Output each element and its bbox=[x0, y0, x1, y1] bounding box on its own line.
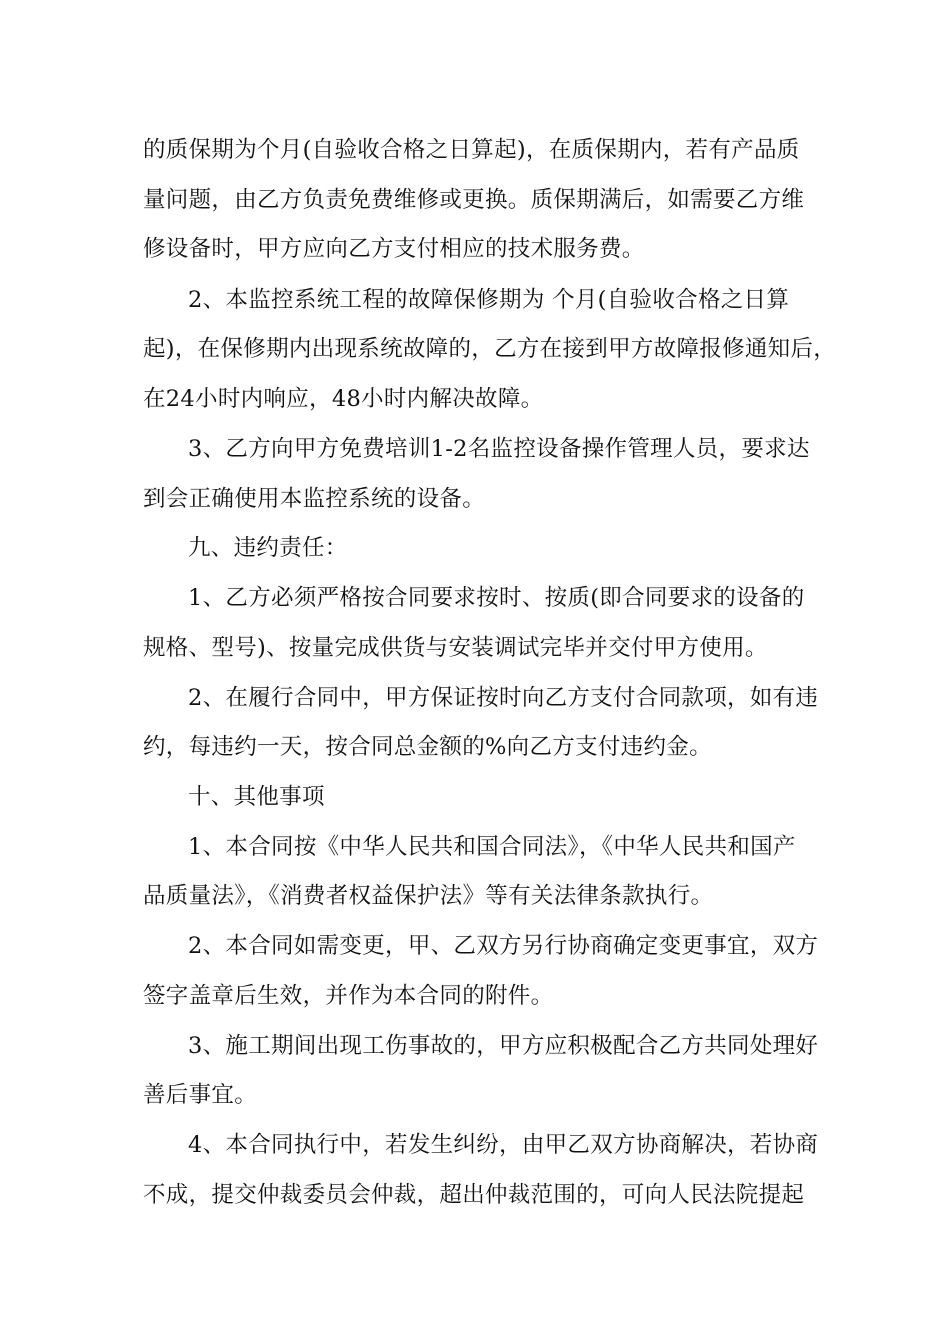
text-line-20: 善后事宜。 bbox=[143, 1082, 258, 1108]
text-line-5: 起)，在保修期内出现系统故障的，乙方在接到甲方故障报修通知后， bbox=[143, 336, 837, 362]
text-line-8: 到会正确使用本监控系统的设备。 bbox=[143, 486, 486, 512]
text-line-4: 2、本监控系统工程的故障保修期为 个月(自验收合格之日算 bbox=[188, 287, 790, 313]
text-line-17: 2、本合同如需变更，甲、乙双方另行协商确定变更事宜，双方 bbox=[188, 933, 819, 959]
text-line-16: 品质量法》，《消费者权益保护法》等有关法律条款执行。 bbox=[143, 883, 714, 909]
text-line-12: 2、在履行合同中，甲方保证按时向乙方支付合同款项，如有违 bbox=[188, 685, 819, 711]
text-line-1: 的质保期为个月(自验收合格之日算起)，在质保期内，若有产品质 bbox=[143, 137, 800, 163]
text-line-3: 修设备时，甲方应向乙方支付相应的技术服务费。 bbox=[143, 236, 645, 262]
text-line-19: 3、施工期间出现工伤事故的，甲方应积极配合乙方共同处理好 bbox=[188, 1033, 819, 1059]
text-line-13: 约，每违约一天，按合同总金额的%向乙方支付违约金。 bbox=[143, 734, 712, 760]
text-line-22: 不成，提交仲裁委员会仲裁，超出仲裁范围的，可向人民法院提起 bbox=[143, 1182, 805, 1208]
text-line-11: 规格、型号)、按量完成供货与安装调试完毕并交付甲方使用。 bbox=[143, 635, 768, 661]
section-heading-nine: 九、违约责任： bbox=[188, 535, 348, 561]
text-line-6: 在24小时内响应，48小时内解决故障。 bbox=[143, 386, 544, 412]
section-heading-ten: 十、其他事项 bbox=[188, 784, 325, 810]
text-line-18: 签字盖章后生效，并作为本合同的附件。 bbox=[143, 983, 554, 1009]
text-line-7: 3、乙方向甲方免费培训1-2名监控设备操作管理人员，要求达 bbox=[188, 436, 810, 462]
text-line-15: 1、本合同按《中华人民共和国合同法》，《中华人民共和国产 bbox=[188, 834, 796, 860]
text-line-10: 1、乙方必须严格按合同要求按时、按质(即合同要求的设备的 bbox=[188, 585, 805, 611]
text-line-21: 4、本合同执行中，若发生纠纷，由甲乙双方协商解决，若协商 bbox=[188, 1132, 819, 1158]
text-line-2: 量问题，由乙方负责免费维修或更换。质保期满后，如需要乙方维 bbox=[143, 187, 805, 213]
